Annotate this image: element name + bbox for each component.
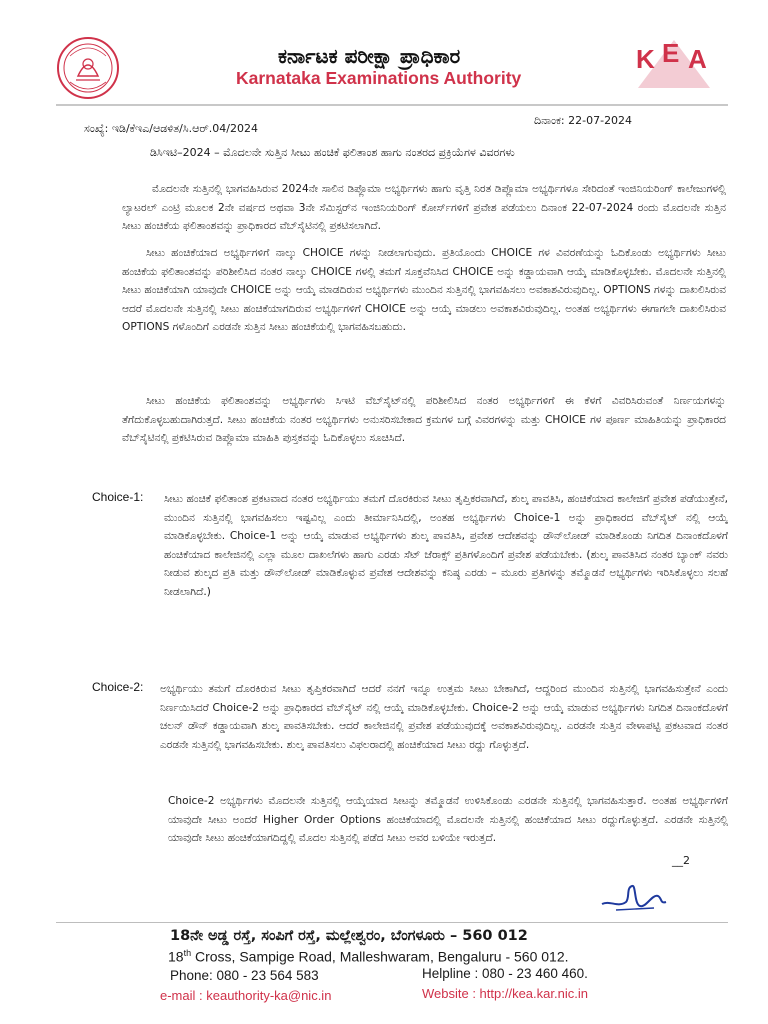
- footer-website-link[interactable]: Website : http://kea.kar.nic.in: [422, 986, 588, 1001]
- karnataka-seal-logo: [56, 36, 120, 100]
- footer-address-kannada: 18ನೇ ಅಡ್ಡ ರಸ್ತೆ, ಸಂಪಿಗೆ ರಸ್ತೆ, ಮಲ್ಲೇಶ್ವರಂ, ಬೆಂಗಳೂರು – 560 012: [170, 928, 528, 944]
- body-paragraph-2: ಸೀಟು ಹಂಚಿಕೆಯಾದ ಅಭ್ಯರ್ಥಿಗಳಿಗೆ ನಾಲ್ಕು CHOICE ಗಳನ್ನು ನೀಡಲಾಗುವುದು. ಪ್ರತಿಯೊಂದು CHOICE ಗಳ ವಿವರಣೆಯನ್ನು ಓದಿಕೊಂಡು ಅಭ್ಯರ್ಥಿಗಳು ಸೀಟು ಹಂಚಿಕೆಯ ಫಲಿತಾಂಶವನ್ನು ಪರಿಶೀಲಿಸಿದ ನಂತರ ನಾಲ್ಕು CHOICE ಗಳಲ್ಲಿ ತಮಗೆ ಸೂಕ್ತವೆನಿಸಿದ CHOICE ಅನ್ನು ಕಡ್ಡಾಯವಾಗಿ ಆಯ್ಕೆ ಮಾಡಿಕೊಳ್ಳಬೇಕು. ಮೊದಲನೇ ಸುತ್ತಿನಲ್ಲಿ ಸೀಟು ಹಂಚಿಕೆಯಾಗಿ ಯಾವುದೇ CHOICE ಅನ್ನು ಆಯ್ಕೆ ಮಾಡದಿರುವ ಅಭ್ಯರ್ಥಿಗಳು ಮುಂದಿನ ಸುತ್ತಿನಲ್ಲಿ ಭಾಗವಹಿಸಲು ಅವಕಾಶವಿರುವುದಿಲ್ಲ. OPTIONS ಗಳನ್ನು ದಾಖಲಿಸಿರುವ ಆದರೆ ಮೊದಲನೇ ಸುತ್ತಿನಲ್ಲಿ ಸೀಟು ಹಂಚಿಕೆಯಾಗದಿರುವ ಅಭ್ಯರ್ಥಿಗಳಿಗೆ CHOICE ಅನ್ನು ಆಯ್ಕೆ ಮಾಡಲು ಅವಕಾಶವಿರುವುದಿಲ್ಲ. ಅಂತಹ ಅಭ್ಯರ್ಥಿಗಳು ಈಗಾಗಲೇ ದಾಖಲಿಸಿರುವ OPTIONS ಗಳೊಂದಿಗೆ ಎರಡನೇ ಸುತ್ತಿನ ಸೀಟು ಹಂಚಿಕೆಯಲ್ಲಿ ಭಾಗವಹಿಸಬಹುದು.: [122, 247, 726, 333]
- choice-2-text: ಅಭ್ಯರ್ಥಿಯು ತಮಗೆ ದೊರಕಿರುವ ಸೀಟು ತೃಪ್ತಿಕರವಾಗಿದೆ ಆದರೆ ನನಗೆ ಇನ್ನೂ ಉತ್ತಮ ಸೀಟು ಬೇಕಾಗಿದೆ, ಆದ್ದರಿಂದ ಮುಂದಿನ ಸುತ್ತಿನಲ್ಲಿ ಭಾಗವಹಿಸುತ್ತೇನೆ ಎಂದು ನಿರ್ಣಯಿಸಿದರೆ Choice-2 ಅನ್ನು ಪ್ರಾಧಿಕಾರದ ವೆಬ್‌ಸೈಟ್ ನಲ್ಲಿ ಆಯ್ಕೆ ಮಾಡಿಕೊಳ್ಳಬೇಕು. Choice-2 ಅನ್ನು ಆಯ್ಕೆ ಮಾಡುವ ಅಭ್ಯರ್ಥಿಗಳು ನಿಗದಿತ ದಿನಾಂಕದೊಳಗೆ ಚಲನ್ ಡೌನ್ ಕಡ್ಡಾಯವಾಗಿ ಶುಲ್ಕ ಪಾವತಿಸಬೇಕು. ಆದರೆ ಕಾಲೇಜಿನಲ್ಲಿ ಪ್ರವೇಶ ಪಡೆಯುವುದಕ್ಕೆ ಅವಕಾಶವಿರುವುದಿಲ್ಲ. ಎರಡನೇ ಸುತ್ತಿನ ವೇಳಾಪಟ್ಟಿ ಪ್ರಕಟವಾದ ನಂತರ ಎರಡನೇ ಸುತ್ತಿನಲ್ಲಿ ಭಾಗವಹಿಸಬೇಕು. ಶುಲ್ಕ ಪಾವತಿಸಲು ವಿಫಲರಾದಲ್ಲಿ ಹಂಚಿಕೆಯಾದ ಸೀಟು ರದ್ದು ಗೊಳ್ಳುತ್ತದೆ.: [160, 683, 728, 751]
- kea-logo: [632, 38, 716, 90]
- footer-phone: Phone: 080 - 23 564 583: [170, 968, 319, 983]
- choice-1-text: ಸೀಟು ಹಂಚಿಕೆ ಫಲಿತಾಂಶ ಪ್ರಕಟವಾದ ನಂತರ ಅಭ್ಯರ್ಥಿಯು ತಮಗೆ ದೊರಕಿರುವ ಸೀಟು ತೃಪ್ತಿಕರವಾಗಿದೆ, ಶುಲ್ಕ ಪಾವತಿಸಿ, ಹಂಚಿಕೆಯಾದ ಕಾಲೇಜಿಗೆ ಪ್ರವೇಶ ಪಡೆಯುತ್ತೇನೆ, ಮುಂದಿನ ಸುತ್ತಿನಲ್ಲಿ ಭಾಗವಹಿಸಲು ಇಷ್ಟವಿಲ್ಲ ಎಂದು ತೀರ್ಮಾನಿಸಿದಲ್ಲಿ, ಅಂತಹ ಅಭ್ಯರ್ಥಿಗಳು Choice-1 ಅನ್ನು ಪ್ರಾಧಿಕಾರದ ವೆಬ್‌ಸೈಟ್ ನಲ್ಲಿ ಆಯ್ಕೆ ಮಾಡಿಕೊಳ್ಳಬೇಕು. Choice-1 ಅನ್ನು ಆಯ್ಕೆ ಮಾಡುವ ಅಭ್ಯರ್ಥಿಗಳು ಶುಲ್ಕ ಪಾವತಿಸಿ, ಪ್ರವೇಶ ಆದೇಶವನ್ನು ಡೌನ್‌ಲೋಡ್ ಮಾಡಿಕೊಂಡು ನಿಗದಿತ ದಿನಾಂಕದೊಳಗೆ ಹಂಚಿಕೆಯಾದ ಕಾಲೇಜಿನಲ್ಲಿ ಎಲ್ಲಾ ಮೂಲ ದಾಖಲೆಗಳು ಹಾಗು ಎರಡು ಸೆಟ್ ಜೆರಾಕ್ಸ್ ಪ್ರತಿಗಳೊಂದಿಗೆ ಪ್ರವೇಶ ಪಡೆಯಬೇಕು. (ಶುಲ್ಕ ಪಾವತಿಸಿದ ನಂತರ ಬ್ಯಾಂಕ್ ನವರು ನೀಡುವ ಶುಲ್ಕದ ಪ್ರತಿ ಮತ್ತು ಡೌನ್‌ಲೋಡ್ ಮಾಡಿಕೊಳ್ಳುವ ಪ್ರವೇಶ ಆದೇಶವನ್ನು ಕನಿಷ್ಠ ಎರಡು – ಮೂರು ಪ್ರತಿಗಳನ್ನು ತಮ್ಮೊಡನೆ ಅಭ್ಯರ್ಥಿಗಳು ಇರಿಸಿಕೊಳ್ಳಲು ಸಲಹೆ ನೀಡಲಾಗಿದೆ.): [164, 493, 728, 598]
- address-rest: Cross, Sampige Road, Malleshwaram, Bengaluru - 560 012.: [191, 948, 569, 965]
- choice-2-note: Choice-2 ಅಭ್ಯರ್ಥಿಗಳು ಮೊದಲನೇ ಸುತ್ತಿನಲ್ಲಿ ಆಯ್ಕೆಯಾದ ಸೀಟನ್ನು ತಮ್ಮೊಡನೆ ಉಳಿಸಿಕೊಂಡು ಎರಡನೇ ಸುತ್ತಿನಲ್ಲಿ ಭಾಗವಹಿಸುತ್ತಾರೆ. ಅಂತಹ ಅಭ್ಯರ್ಥಿಗಳಿಗೆ ಯಾವುದೇ ಸೀಟು ಅಂದರೆ Higher Order Options ಹಂಚಿಕೆಯಾದಲ್ಲಿ ಮೊದಲನೇ ಸುತ್ತಿನಲ್ಲಿ ಹಂಚಿಕೆಯಾದ ಸೀಟು ರದ್ದುಗೊಳ್ಳುತ್ತದೆ. ಎರಡನೇ ಸುತ್ತಿನಲ್ಲಿ ಯಾವುದೇ ಸೀಟು ಹಂಚಿಕೆಯಾಗದಿದ್ದಲ್ಲಿ ಮೊದಲ ಸುತ್ತಿನಲ್ಲಿ ಪಡೆದ ಸೀಟು ಅವರ ಬಳಿಯೇ ಇರುತ್ತದೆ.: [168, 795, 728, 844]
- letter-date: ದಿನಾಂಕ: 22-07-2024: [534, 114, 633, 127]
- footer-email-link[interactable]: e-mail : keauthority-ka@nic.in: [160, 988, 332, 1003]
- choice-1-label: Choice-1:: [92, 490, 144, 504]
- body-paragraph-1: ಮೊದಲನೇ ಸುತ್ತಿನಲ್ಲಿ ಭಾಗವಹಿಸಿರುವ 2024ನೇ ಸಾಲಿನ ಡಿಪ್ಲೊಮಾ ಅಭ್ಯರ್ಥಿಗಳು ಹಾಗು ವೃತ್ತಿ ನಿರತ ಡಿಪ್ಲೊಮಾ ಅಭ್ಯರ್ಥಿಗಳೂ ಸೇರಿದಂತೆ ಇಂಜಿನಿಯರಿಂಗ್ ಕಾಲೇಜುಗಳಲ್ಲಿ ಲ್ಯಾಟರಲ್ ಎಂಟ್ರಿ ಮೂಲಕ 2ನೇ ವರ್ಷದ ಅಥವಾ 3ನೇ ಸೆಮಿಸ್ಟರ್‌ನ ಇಂಜಿನಿಯರಿಂಗ್ ಕೋರ್ಸ್‌ಗಳಿಗೆ ಪ್ರವೇಶ ಪಡೆಯಲು ದಿನಾಂಕ 22-07-2024 ರಂದು ಮೊದಲನೇ ಸುತ್ತಿನ ಸೀಟು ಹಂಚಿಕೆಯ ಫಲಿತಾಂಶವನ್ನು ಪ್ರಾಧಿಕಾರದ ವೆಬ್‌ಸೈಟಿನಲ್ಲಿ ಪ್ರಕಟಿಸಲಾಗಿದೆ.: [122, 183, 726, 232]
- address-number: 18: [168, 948, 184, 965]
- footer-helpline: Helpline : 080 - 23 460 460.: [422, 966, 588, 981]
- svg-text:K: K: [636, 44, 655, 74]
- org-name-english: Karnataka Examinations Authority: [236, 68, 522, 88]
- page-number: __2: [672, 854, 690, 867]
- choice-2-label: Choice-2:: [92, 680, 144, 694]
- body-paragraph-3: ಸೀಟು ಹಂಚಿಕೆಯ ಫಲಿತಾಂಶವನ್ನು ಅಭ್ಯರ್ಥಿಗಳು ಸಿಇಟಿ ವೆಬ್‌ಸೈಟ್‌ನಲ್ಲಿ ಪರಿಶೀಲಿಸಿದ ನಂತರ ಅಭ್ಯರ್ಥಿಗಳಿಗೆ ಈ ಕೆಳಗೆ ವಿವರಿಸಿರುವಂತೆ ನಿರ್ಣಯಗಳನ್ನು ತೆಗೆದುಕೊಳ್ಳಬಹುದಾಗಿರುತ್ತದೆ. ಸೀಟು ಹಂಚಿಕೆಯ ನಂತರ ಅಭ್ಯರ್ಥಿಗಳು ಅನುಸರಿಸಬೇಕಾದ ಕ್ರಮಗಳ ಬಗ್ಗೆ ವಿವರಗಳನ್ನು ಮತ್ತು CHOICE ಗಳ ಪೂರ್ಣ ಮಾಹಿತಿಯನ್ನು ಪ್ರಾಧಿಕಾರದ ವೆಬ್‌ಸೈಟಿನಲ್ಲಿ ಪ್ರಕಟಿಸಿರುವ ಡಿಪ್ಲೊಮಾ ಮಾಹಿತಿ ಪುಸ್ತಕವನ್ನು ಓದಿಕೊಳ್ಳಲು ಸೂಚಿಸಿದೆ.: [122, 395, 726, 444]
- svg-text:E: E: [662, 38, 680, 68]
- org-name-kannada: ಕರ್ನಾಟಕ ಪರೀಕ್ಷಾ ಪ್ರಾಧಿಕಾರ: [278, 44, 461, 68]
- svg-text:A: A: [688, 44, 707, 74]
- address-suffix: th: [183, 948, 192, 958]
- footer-divider: [56, 922, 728, 923]
- header-divider: [56, 104, 728, 106]
- subject-line: ಡಿಸಿಇಟಿ–2024 – ಮೊದಲನೇ ಸುತ್ತಿನ ಸೀಟು ಹಂಚಿಕೆ ಫಲಿತಾಂಶ ಹಾಗು ನಂತರದ ಪ್ರಕ್ರಿಯೆಗಳ ವಿವರಗಳು: [150, 146, 515, 159]
- footer-address-english: [168, 948, 569, 965]
- reference-number: ಸಂಖ್ಯೆ: ಇಡಿ/ಕೆಇಎ/ಆಡಳಿತ/ಸಿ.ಆರ್.04/2024: [84, 122, 258, 135]
- signature: [596, 874, 672, 920]
